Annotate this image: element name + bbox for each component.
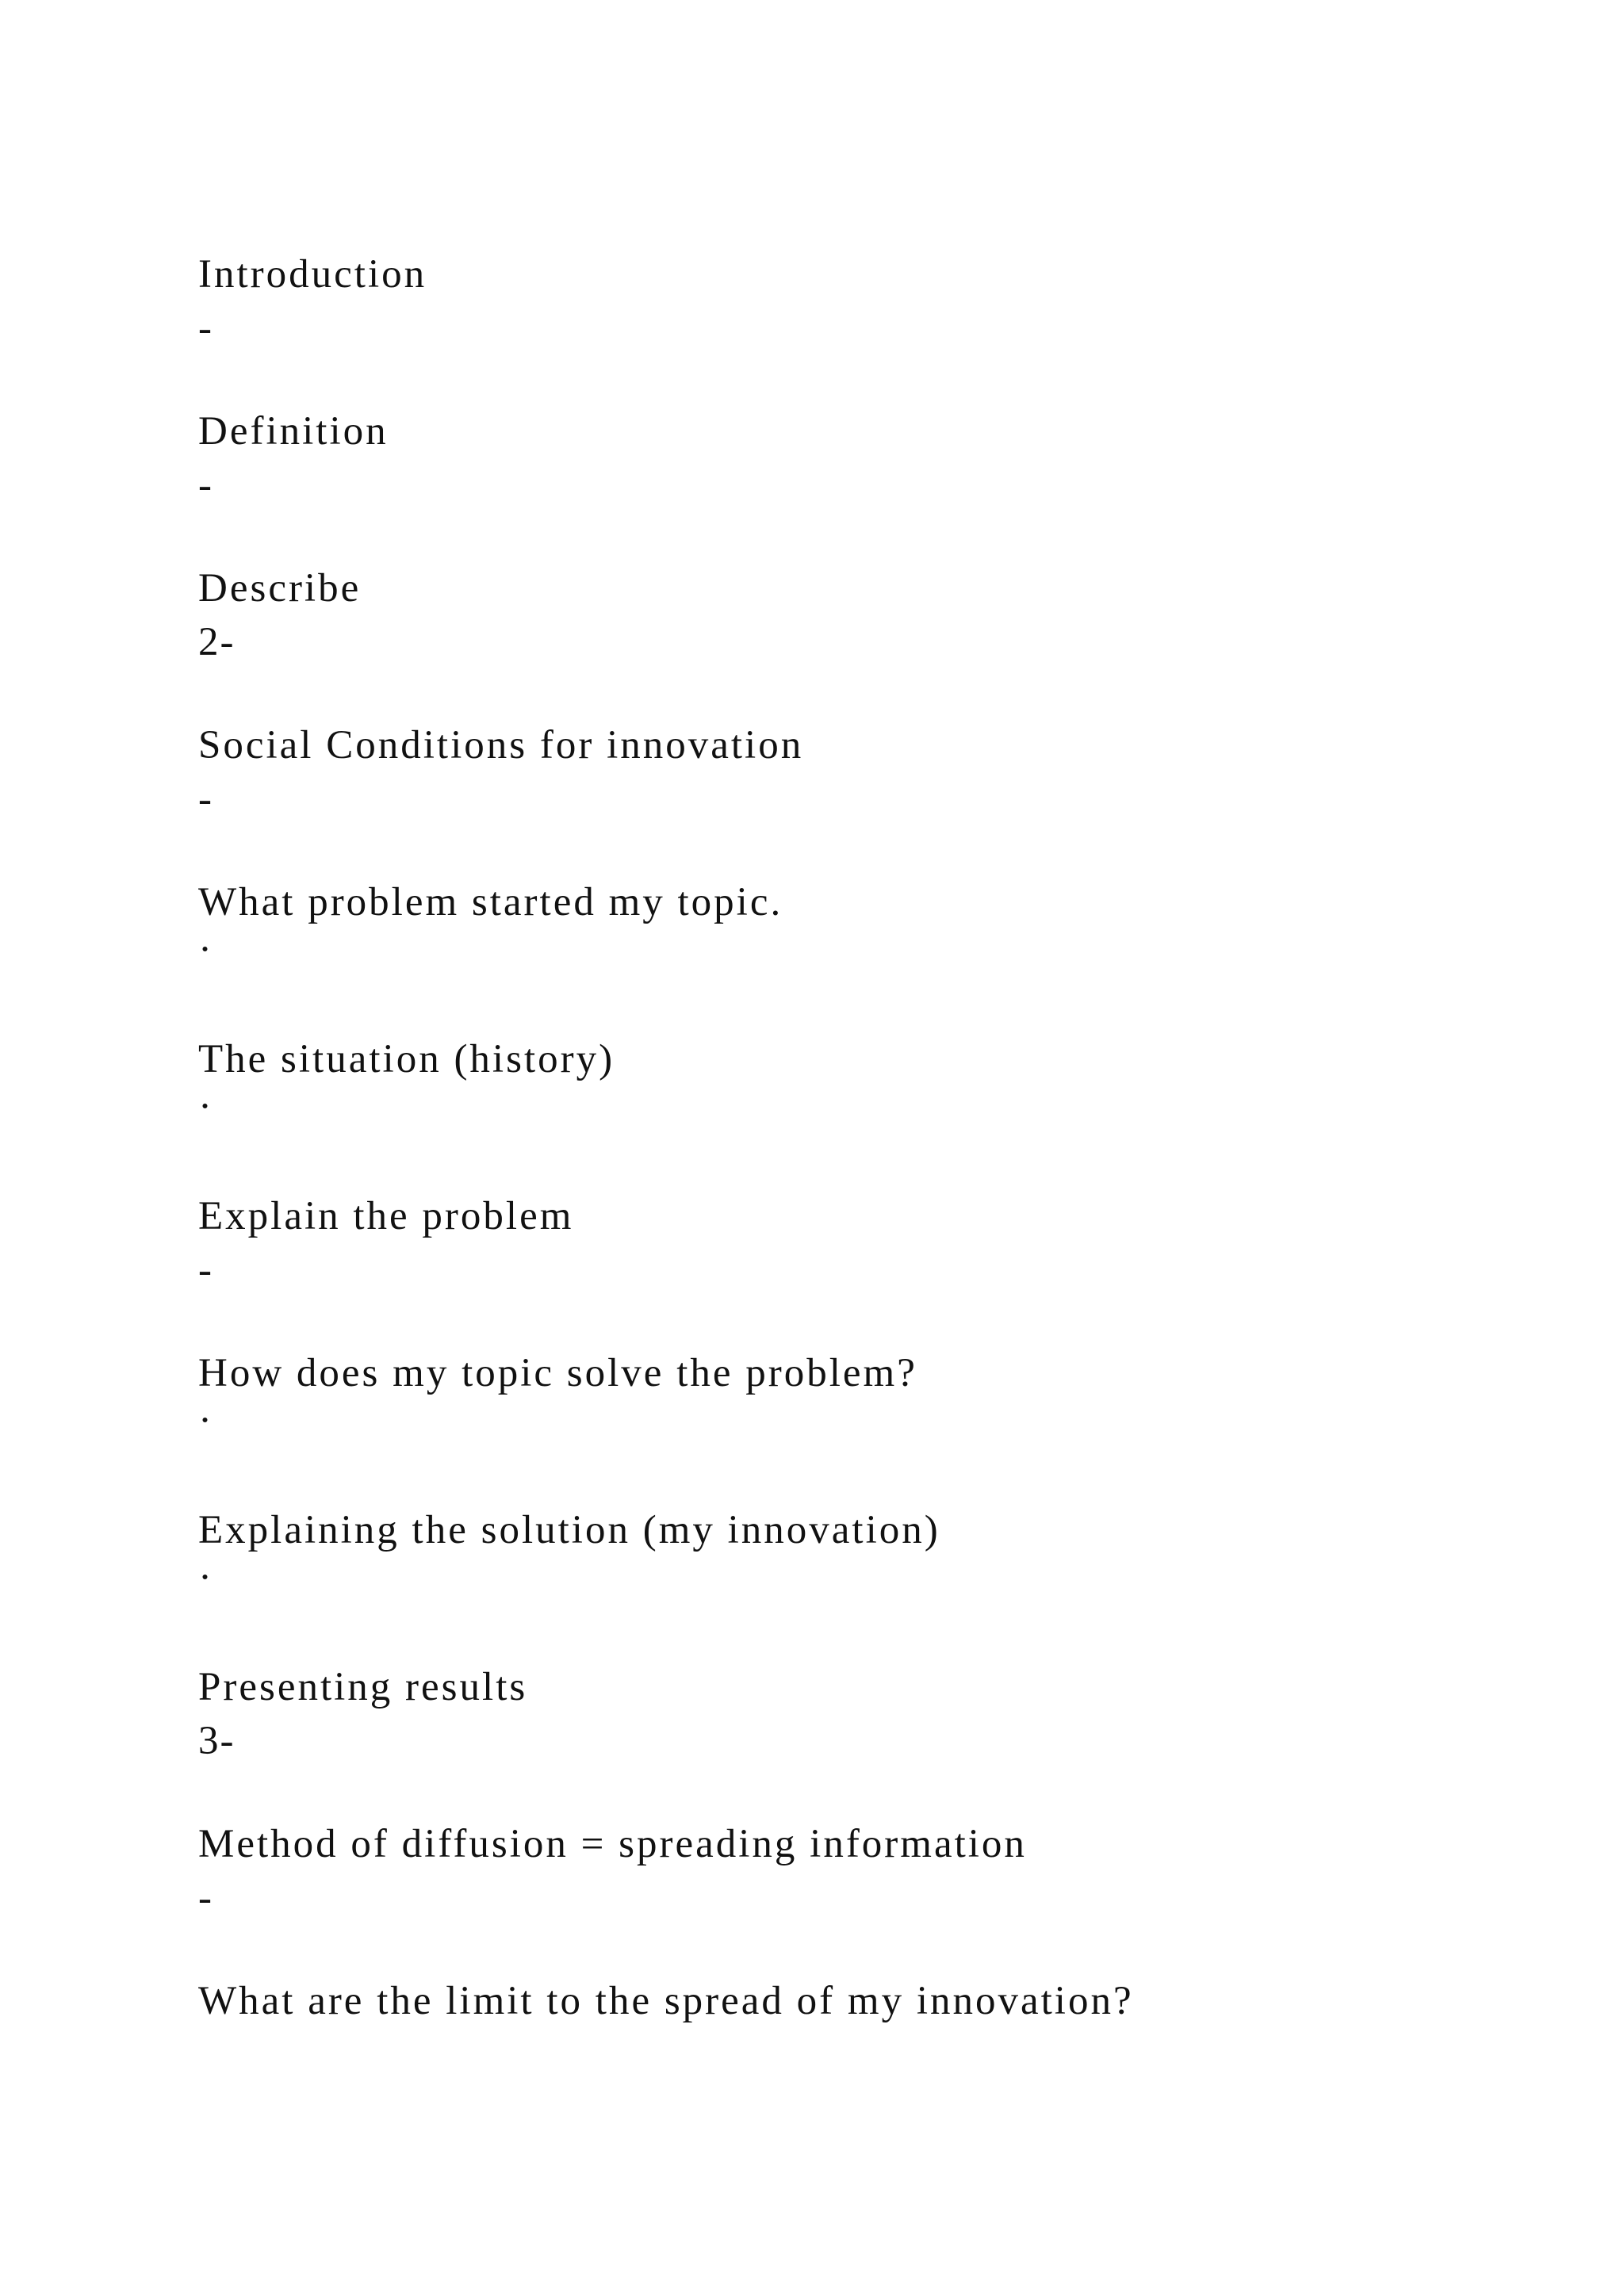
outline-bullet: · (198, 1556, 213, 1600)
outline-marker: - (198, 306, 213, 350)
outline-heading: Describe (198, 566, 362, 610)
outline-marker: - (198, 463, 213, 507)
outline-heading: The situation (history) (198, 1037, 615, 1081)
outline-marker: - (198, 1248, 213, 1292)
outline-heading: What are the limit to the spread of my innovation? (198, 1979, 1134, 2023)
outline-heading: Explain the problem (198, 1194, 574, 1238)
outline-heading: Method of diffusion = spreading information (198, 1822, 1027, 1866)
outline-marker: - (198, 777, 213, 821)
outline-heading: Presenting results (198, 1665, 528, 1709)
outline-bullet: · (198, 1399, 213, 1443)
outline-heading: Social Conditions for innovation (198, 723, 804, 767)
outline-heading: Introduction (198, 252, 427, 297)
outline-bullet: · (198, 928, 213, 972)
outline-marker: 3- (198, 1719, 236, 1763)
outline-marker: 2- (198, 620, 236, 664)
outline-marker: - (198, 1876, 213, 1920)
outline-heading: What problem started my topic. (198, 880, 783, 924)
outline-heading: How does my topic solve the problem? (198, 1351, 917, 1395)
outline-bullet: · (198, 1085, 213, 1129)
outline-heading: Definition (198, 409, 389, 453)
outline-heading: Explaining the solution (my innovation) (198, 1508, 940, 1552)
